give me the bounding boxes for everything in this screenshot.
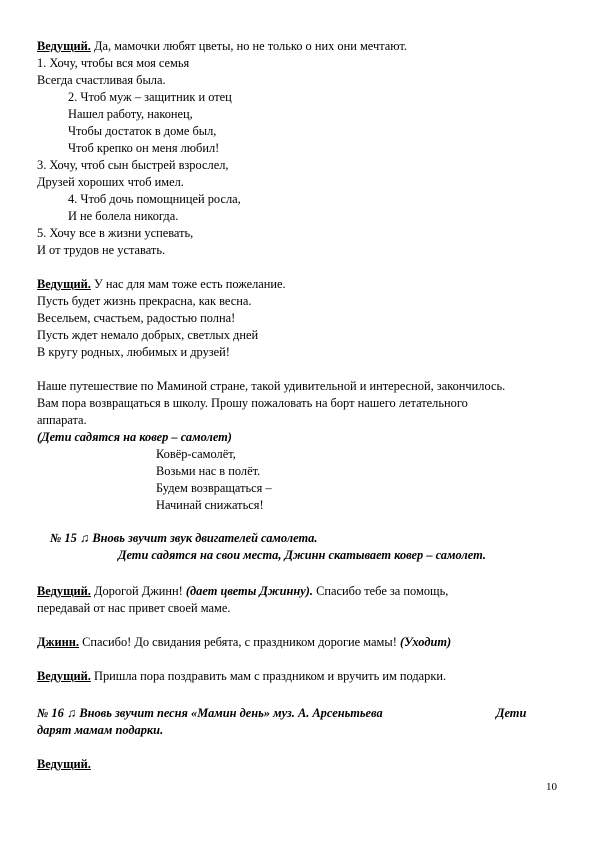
paragraph-line: Наше путешествие по Маминой стране, такой удивительной и интересной, закончилось.: [37, 379, 506, 393]
line-text: Да, мамочки любят цветы, но не только о них они мечтают.: [94, 39, 407, 53]
paragraph-line: [37, 756, 91, 773]
verse-line: Ковёр-самолёт,: [156, 447, 236, 461]
poem-line: Друзей хороших чтоб имел.: [37, 175, 184, 189]
speaker-label: Ведущий.: [37, 669, 91, 683]
speaker-label: Ведущий.: [37, 39, 91, 53]
speaker-label: Ведущий.: [37, 757, 91, 771]
page-number: 10: [546, 781, 557, 793]
music-cue: № 16 ♫ Вновь звучит песня «Мамин день» муз. А. Арсеньтьева: [37, 706, 383, 720]
verse-line: Возьми нас в полёт.: [156, 464, 261, 478]
stage-direction: (дает цветы Джинну).: [185, 584, 314, 598]
poem-line: 5. Хочу все в жизни успевать,: [37, 226, 194, 240]
poem-line: Пусть будет жизнь прекрасна, как весна.: [37, 294, 252, 308]
poem-line: 3. Хочу, чтоб сын быстрей взрослел,: [37, 158, 229, 172]
music-cue: № 15 ♫ Вновь звучит звук двигателей самолета.: [50, 531, 318, 545]
poem-line: Весельем, счастьем, радостью полна!: [37, 311, 236, 325]
poem-line: 4. Чтоб дочь помощницей росла,: [68, 192, 241, 206]
poem-line: Всегда счастливая была.: [37, 73, 166, 87]
paragraph-line: [37, 583, 448, 600]
poem-line: И не болела никогда.: [68, 209, 179, 223]
poem-line: Чтоб крепко он меня любил!: [68, 141, 220, 155]
poem-line: 2. Чтоб муж – защитник и отец: [68, 90, 232, 104]
paragraph-line: аппарата.: [37, 413, 87, 427]
stage-direction: (Уходит): [399, 635, 452, 649]
speaker-label: Джинн.: [37, 635, 80, 649]
paragraph-line: Вам пора возвращаться в школу. Прошу пожаловать на борт нашего летательного: [37, 396, 468, 410]
poem-line: В кругу родных, любимых и друзей!: [37, 345, 230, 359]
paragraph-line: [37, 668, 446, 685]
paragraph-line: передавай от нас привет своей маме.: [37, 601, 231, 615]
paragraph-line: [37, 276, 286, 293]
verse-line: Начинай снижаться!: [156, 498, 264, 512]
speaker-label: Ведущий.: [37, 584, 91, 598]
line-text: Пришла пора поздравить мам с праздником и вручить им подарки.: [94, 669, 447, 683]
paragraph-line: [37, 634, 451, 651]
line-text: Спасибо! До свидания ребята, с праздником дорогие мамы!: [82, 635, 397, 649]
poem-line: Чтобы достаток в доме был,: [68, 124, 217, 138]
poem-line: 1. Хочу, чтобы вся моя семья: [37, 56, 190, 70]
paragraph-line: [37, 38, 407, 55]
poem-line: Нашел работу, наконец,: [68, 107, 193, 121]
music-cue-direction: Дети: [496, 706, 527, 720]
line-text: Дорогой Джинн!: [94, 584, 183, 598]
stage-direction: (Дети садятся на ковер – самолет): [37, 430, 232, 444]
speaker-label: Ведущий.: [37, 277, 91, 291]
poem-line: И от трудов не уставать.: [37, 243, 166, 257]
line-text: Спасибо тебе за помощь,: [316, 584, 449, 598]
poem-line: Пусть ждет немало добрых, светлых дней: [37, 328, 259, 342]
verse-line: Будем возвращаться –: [156, 481, 272, 495]
line-text: У нас для мам тоже есть пожелание.: [94, 277, 286, 291]
music-cue-direction: дарят мамам подарки.: [37, 723, 164, 737]
music-cue-direction: Дети садятся на свои места, Джинн скатывает ковер – самолет.: [118, 548, 486, 562]
